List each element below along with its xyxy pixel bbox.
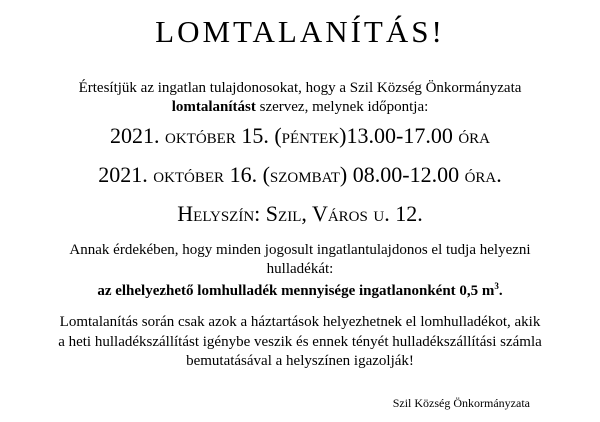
paragraph-2-line-1: Lomtalanítás során csak azok a háztartások helyezhetnek el lomhulladékot, akik (59, 314, 541, 330)
paragraph-1-line-1: Annak érdekében, hogy minden jogosult ingatlantulajdonos el tudja helyezni (69, 242, 531, 258)
date-2-year: 2021. (98, 162, 148, 187)
date-1-unit: óra (458, 123, 490, 148)
date-1-month: október (159, 123, 242, 148)
date-2-unit: óra. (464, 162, 502, 187)
paragraph-1-line-2: hulladékát: (266, 261, 334, 277)
intro-bold-word: lomtalanítást (171, 99, 256, 115)
paragraph-2-line-3: bemutatásával a helyszínen igazolják! (186, 353, 414, 369)
quantity-text: az elhelyezhető lomhulladék mennyisége ingatlanonként 0,5 m (97, 283, 495, 299)
intro-line-2-rest: szervez, melynek időpontja: (255, 99, 429, 115)
venue-label: Helyszín: (177, 201, 261, 226)
date-1-time: )13.00-17.00 (339, 123, 459, 148)
notice-title: LOMTALANÍTÁS! (155, 14, 445, 49)
date-line-2 (0, 162, 600, 188)
quantity-end: . (498, 283, 503, 299)
date-2-weekday: szombat (269, 162, 340, 187)
date-2-month: október (147, 162, 230, 187)
date-1-day: 15. ( (241, 123, 282, 148)
quantity-line (0, 282, 600, 300)
signature: Szil Község Önkormányzata (392, 396, 530, 410)
date-1-weekday: péntek (281, 123, 340, 148)
date-1-year: 2021. (110, 123, 160, 148)
intro-line-2 (0, 98, 600, 116)
date-line-1 (0, 123, 600, 149)
date-2-day: 16. ( (229, 162, 270, 187)
venue-line (0, 201, 600, 227)
date-2-time: ) 08.00-12.00 (339, 162, 465, 187)
venue-place: Szil, Város u. 12. (260, 201, 423, 226)
paragraph-2-line-2: a heti hulladékszállítást igénybe veszik és ennek tényét hulladékszállítási számla (58, 334, 542, 350)
intro-line-1: Értesítjük az ingatlan tulajdonosokat, hogy a Szil Község Önkormányzata (78, 80, 522, 96)
quantity-exponent: 3 (494, 281, 499, 291)
